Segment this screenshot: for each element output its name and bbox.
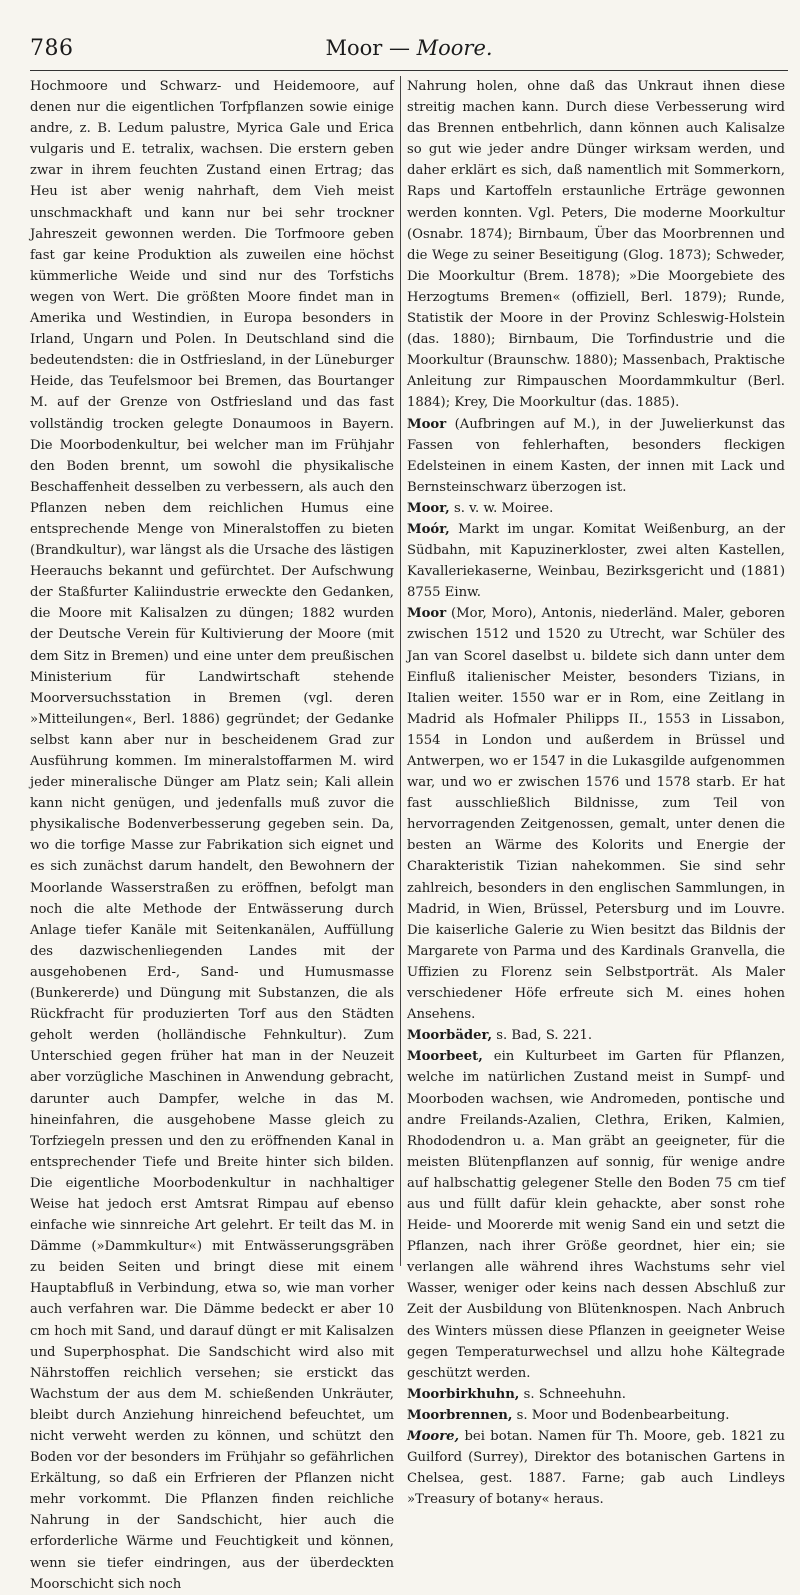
entry-headword: Moorbrennen, <box>407 1407 513 1423</box>
running-title-separator: — <box>382 36 417 60</box>
entry-headword: Moore, <box>407 1429 460 1444</box>
running-title-left: Moor <box>325 36 383 60</box>
entry-headword: Moorbeet, <box>407 1049 483 1065</box>
page-header <box>30 36 788 70</box>
entry-text: s. Schneehuhn. <box>519 1386 626 1402</box>
entry-text: s. Bad, S. 221. <box>492 1028 593 1044</box>
entry-text: s. Moor und Bodenbearbeitung. <box>512 1407 730 1423</box>
continuation-paragraph: Nahrung holen, ohne daß das Unkraut ihnen diese streitig machen kann. Durch diese Verbesserung wird das Brennen entbehrlich, dann können auch Kalisalze so gut wie jeder andre Dünger wirksam werden, und daher erklärt es sich, daß namentlich mit Sommerkorn, Raps und Kartoffeln erstaunliche Erträge gewonnen werden konnten. Vgl. Peters, Die moderne Moorkultur (Osnabr. 1874); Birnbaum, Über das Moorbrennen und die Wege zu seiner Beseitigung (Glog. 1873); Schweder, Die Moorkultur (Brem. 1878); »Die Moorgebiete des Herzogtums Bremen« (offiziell, Berl. 1879); Runde, Statistik der Moore in der Provinz Schleswig-Holstein (das. 1880); Birnbaum, Die Torfindustrie und die Moorkultur (Braunschw. 1880); Massenbach, Praktische Anleitung zur Rimpauschen Moordammkultur (Berl. 1884); Krey, Die Moorkultur (das. 1885). <box>407 79 785 411</box>
entry-headword: Moór, <box>407 521 450 537</box>
page-number: 786 <box>30 36 74 61</box>
entry-headword: Moor <box>407 606 447 622</box>
entry-moor-moiree <box>407 498 785 519</box>
entry-headword: Moor, <box>407 500 450 516</box>
entry-text: Markt im ungar. Komitat Weißenburg, an der Südbahn, mit Kapuzinerkloster, zwei alten Kastellen, Kavalleriekaserne, Weinbau, Bezirksgericht und (1881) 8755 Einw. <box>407 521 785 601</box>
entry-moor-markt <box>407 519 785 603</box>
entry-moor-maler <box>407 603 785 1025</box>
entry-text: s. v. w. Moiree. <box>449 500 554 516</box>
entry-moore-botaniker <box>407 1426 785 1510</box>
left-column <box>30 76 394 1592</box>
entry-text: (Mor, Moro), Antonis, niederländ. Maler, geboren zwischen 1512 und 1520 zu Utrecht, war Schüler des Jan van Scorel daselbst u. bildete sich dann unter dem Einfluß italienischer Meister, besonders Tizians, in Italien weiter. 1550 war er in Rom, eine Zeitlang in Madrid als Hofmaler Philipps II., 1553 in Lissabon, 1554 in London und außerdem in Brüssel und Antwerpen, wo er 1547 in die Lukasgilde aufgenommen war, und wo er zwischen 1576 und 1578 starb. Er hat fast ausschließlich Bildnisse, zum Teil von hervorragenden Zeitgenossen, gemalt, unter denen die besten an Wärme des Kolorits und Energie der Charakteristik Tizian nahekommen. Sie sind sehr zahlreich, besonders in den englischen Sammlungen, in Madrid, in Wien, Brüssel, Petersburg und im Louvre. Die kaiserliche Galerie zu Wien besitzt das Bildnis der Margarete von Parma und des Kardinals Granvella, die Uffizien zu Florenz sein Selbstporträt. Als Maler verschiedener Höfe erfreute sich M. eines hohen Ansehens. <box>407 606 785 1023</box>
entry-moorbirkhuhn <box>407 1384 785 1405</box>
entry-moor-juwelier <box>407 414 785 498</box>
running-title <box>30 36 788 60</box>
entry-text: ein Kulturbeet im Garten für Pflanzen, welche im natürlichen Zustand meist in Sumpf- und Moorboden wachsen, wie Andromeden, pontische und andre Freilands-Azalien, Clethra, Eriken, Kalmien, Rhododendron u. a. Man gräbt an geeigneter, für die meisten Blütenpflanzen auf sonnig, für wenige andre auf halbschattig gelegener Stelle den Boden 75 cm tief aus und füllt dafür klein gehackte, aber sonst rohe Heide- und Moorerde mit wenig Sand ein und setzt die Pflanzen, nach ihrer Größe geordnet, hier ein; sie verlangen alle während ihres Wachstums sehr viel Wasser, weniger oder keins nach dessen Abschluß zur Zeit der Ausbildung von Blütenknospen. Nach Anbruch des Winters müssen diese Pflanzen in geeigneter Weise gegen Temperaturwechsel und allzu hohe Kältegrade geschützt werden. <box>407 1049 785 1381</box>
entry-moorbaeder <box>407 1025 785 1046</box>
entry-moorbeet <box>407 1046 785 1384</box>
right-column <box>407 76 785 1508</box>
entry-headword: Moor <box>407 416 447 432</box>
entry-text: bei botan. Namen für Th. Moore, geb. 1821 zu Guilford (Surrey), Direktor des botanischen Gartens in Chelsea, gest. 1887. Farne; gab auch Lindleys »Treasury of botany« heraus. <box>407 1429 785 1508</box>
entry-text: (Aufbringen auf M.), in der Juwelierkunst das Fassen von fehlerhaften, besonders fleckigen Edelsteinen in einem Kasten, der innen mit Lack und Bernsteinschwarz überzogen ist. <box>407 416 785 495</box>
header-rule <box>30 70 788 71</box>
entry-moorbrennen <box>407 1405 785 1426</box>
entry-headword: Moorbäder, <box>407 1028 493 1044</box>
entry-headword: Moorbirkhuhn, <box>407 1386 520 1402</box>
running-title-right: Moore. <box>416 36 493 60</box>
left-column-text: Hochmoore und Schwarz- und Heidemoore, auf denen nur die eigentlichen Torfpflanzen sowie einige andre, z. B. Ledum palustre, Myrica Gale und Erica vulgaris und E. tetralix, wachsen. Die erstern geben zwar in ihrem feuchten Zustand einen Ertrag; das Heu ist aber wenig nahrhaft, dem Vieh meist unschmackhaft und kann nur bei sehr trockner Jahreszeit gewonnen werden. Die Torfmoore geben fast gar keine Produktion als zuweilen eine höchst kümmerliche Weide und sind nur des Torfstichs wegen von Wert. Die größten Moore findet man in Amerika und Westindien, in Europa besonders in Irland, Ungarn und Polen. In Deutschland sind die bedeutendsten: die in Ostfriesland, in der Lüneburger Heide, das Teufelsmoor bei Bremen, das Bourtanger M. auf der Grenze von Ostfriesland und das fast vollständig trocken gelegte Donaumoos in Bayern. Die Moorbodenkultur, bei welcher man im Frühjahr den Boden brennt, um sowohl die physikalische Beschaffenheit desselben zu verbessern, als auch den Pflanzen neben dem reichlichen Humus eine entsprechende Menge von Mineralstoffen zu bieten (Brandkultur), war längst als die Ursache des lästigen Heerauchs bekannt und gefürchtet. Der Aufschwung der Staßfurter Kaliindustrie erweckte den Gedanken, die Moore mit Kalisalzen zu düngen; 1882 wurden der Deutsche Verein für Kultivierung der Moore (mit dem Sitz in Bremen) und eine unter dem preußischen Ministerium für Landwirtschaft stehende Moorversuchsstation in Bremen (vgl. deren »Mitteilungen«, Berl. 1886) gegründet; der Gedanke selbst kann aber nur in bescheidenem Grad zur Ausführung kommen. Im mineralstoffarmen M. wird jeder mineralische Dünger am Platz sein; Kali allein kann nicht genügen, und jedenfalls muß zuvor die physikalische Bodenverbesserung gegeben sein. Da, wo die torfige Masse zur Fabrikation sich eignet und es sich zunächst darum handelt, den Bewohnern der Moorlande Wasserstraßen zu eröffnen, befolgt man noch die alte Methode der Entwässerung durch Anlage tiefer Kanäle mit Seitenkanälen, Auffüllung des dazwischenliegenden Landes mit der ausgehobenen Erd-, Sand- und Humusmasse (Bunkererde) und Düngung mit Substanzen, die als Rückfracht für produzierten Torf aus den Städten geholt werden (holländische Fehnkultur). Zum Unterschied gegen früher hat man in der Neuzeit aber vorzügliche Maschinen in Anwendung gebracht, darunter auch Dampfer, welche in das M. hineinfahren, die ausgehobene Masse gleich zu Torfziegeln pressen und den zu eröffnenden Kanal in entsprechender Tiefe und Breite hinter sich bilden. Die eigentliche Moorbodenkultur in nachhaltiger Weise hat jedoch erst Amtsrat Rimpau auf ebenso einfache wie sinnreiche Art gelehrt. Er teilt das M. in Dämme (»Dammkultur«) mit Entwässerungsgräben zu beiden Seiten und bringt diese mit einem Hauptabfluß in Verbindung, etwa so, wie man vorher auch verfahren war. Die Dämme bedeckt er aber 10 cm hoch mit Sand, und darauf düngt er mit Kalisalzen und Superphosphat. Die Sandschicht wird also mit Nährstoffen reichlich versehen; sie erstickt das Wachstum der aus dem M. schießenden Unkräuter, bleibt durch Anziehung hinreichend befeuchtet, um nicht verweht werden zu können, und schützt den Boden vor der besonders im Frühjahr so gefährlichen Erkältung, so daß ein Erfrieren der Pflanzen nicht mehr vorkommt. Die Pflanzen finden reichliche Nahrung in der Sandschicht, hier auch die erforderliche Wärme und Feuchtigkeit und können, wenn sie tiefer eindringen, aus der überdeckten Moorschicht sich noch <box>30 79 394 1592</box>
column-divider <box>400 76 401 1266</box>
